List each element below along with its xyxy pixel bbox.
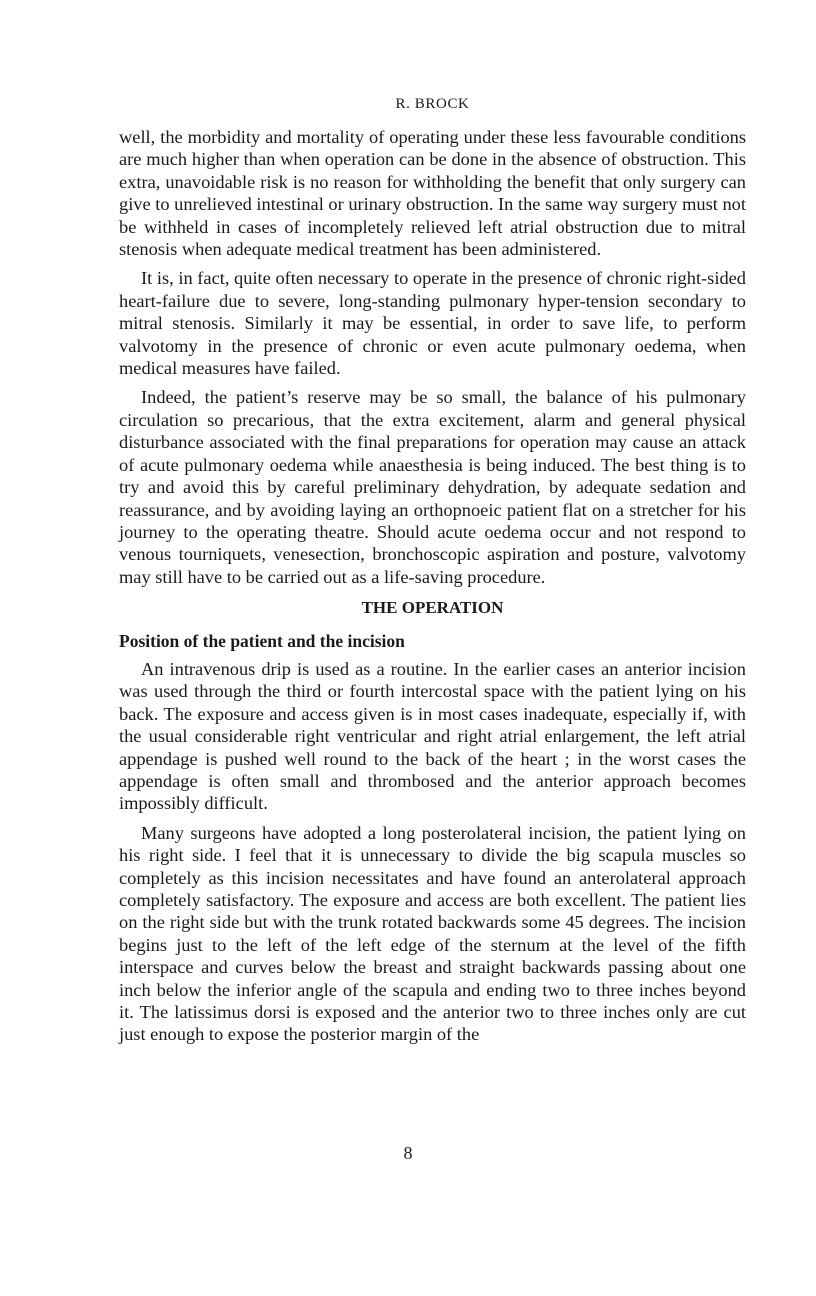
paragraph: It is, in fact, quite often necessary to operate in the presence of chronic right-sided heart-failure due to severe, long-standing pulmonary hyper-tension secondary to mitral stenosis. Similarly it may be essential, in order to save life, to perform valvotomy in the presence of chronic or even acute pulmonary oedema, when medical measures have failed. [119,268,746,379]
running-head: R. BROCK [395,96,470,112]
page-body [119,94,746,1053]
paragraph: Many surgeons have adopted a long posterolateral incision, the patient lying on his right side. I feel that it is unnecessary to divide the big scapula muscles so completely as this incision necessitates and have found an anterolateral approach completely satisfactory. The exposure and access are both excellent. The patient lies on the right side but with the trunk rotated backwards some 45 degrees. The incision begins just to the left of the left edge of the sternum at the level of the fifth interspace and curves below the breast and straight backwards passing about one inch below the inferior angle of the scapula and ending two to three inches beyond it. The latissimus dorsi is exposed and the anterior two to three inches only are cut just enough to expose the posterior margin of the [119,822,746,1045]
paragraph-continued: well, the morbidity and mortality of operating under these less favourable conditions are much higher than when operation can be done in the absence of obstruction. This extra, unavoidable risk is no reason for withholding the benefit that only surgery can give to unrelieved intestinal or urinary obstruction. In the same way surgery must not be withheld in cases of incompletely relieved left atrial obstruction due to mitral stenosis when adequate medical treatment has been administered. [119,127,746,260]
paragraph: Indeed, the patient’s reserve may be so small, the balance of his pulmonary circulation so precarious, that the extra excitement, alarm and general physical disturbance associated with the final preparations for operation may cause an attack of acute pulmonary oedema while anaesthesia is being induced. The best thing is to try and avoid this by careful preliminary dehydration, by adequate sedation and reassurance, and by avoiding laying an orthopnoeic patient flat on a stretcher for his journey to the operating theatre. Should acute oedema occur and not respond to venous tourniquets, venesection, bronchoscopic aspiration and posture, valvotomy may still have to be carried out as a life-saving procedure. [119,387,746,587]
section-heading: THE OPERATION [361,598,504,618]
subheading: Position of the patient and the incision [119,630,405,651]
page-number: 8 [403,1143,413,1163]
paragraph: An intravenous drip is used as a routine. In the earlier cases an anterior incision was used through the third or fourth intercostal space with the patient lying on his back. The exposure and access given is in most cases inadequate, especially if, with the usual considerable right ventricular and right atrial enlargement, the left atrial appendage is pushed well round to the back of the heart ; in the worst cases the appendage is often small and thrombosed and the anterior approach becomes impossibly difficult. [119,658,746,814]
